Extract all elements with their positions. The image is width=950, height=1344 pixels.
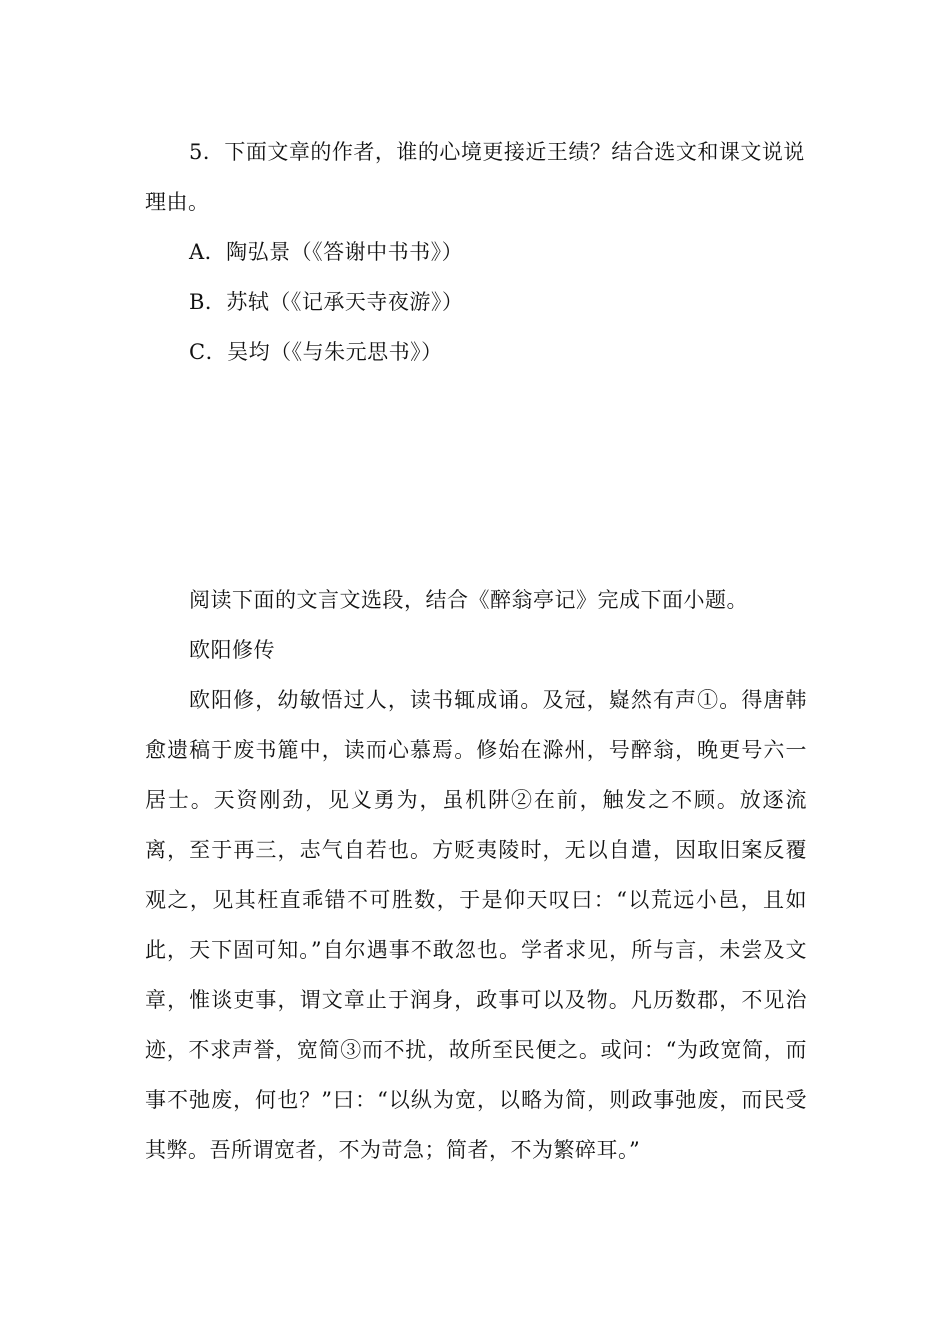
question-5 xyxy=(145,127,807,377)
question-text: 5．下面文章的作者，谁的心境更接近王绩？结合选文和课文说说理由。 xyxy=(145,140,805,214)
reading-passage xyxy=(145,575,807,1175)
passage-title: 欧阳修传 xyxy=(189,638,275,662)
passage-instruction: 阅读下面的文言文选段，结合《醉翁亭记》完成下面小题。 xyxy=(189,588,748,612)
passage-body: 欧阳修，幼敏悟过人，读书辄成诵。及冠，嶷然有声①。得唐韩愈遗稿于废书簏中，读而心慕焉。修始在滁州，号醉翁，晚更号六一居士。天资刚劲，见义勇为，虽机阱②在前，触发之不顾。放逐流离，至于再三，志气自若也。方贬夷陵时，无以自遣，因取旧案反覆观之，见其枉直乖错不可胜数，于是仰天叹曰：“以荒远小邑，且如此，天下固可知。”自尔遇事不敢忽也。学者求见，所与言，未尝及文章，惟谈吏事，谓文章止于润身，政事可以及物。凡历数郡，不见治迹，不求声誉，宽简③而不扰，故所至民便之。或问：“为政宽简，而事不弛废，何也？”曰：“以纵为宽，以略为简，则政事弛废，而民受其弊。吾所谓宽者，不为苛急；简者，不为繁碎耳。” xyxy=(145,688,807,1162)
option-b: B．苏轼（《记承天寺夜游》） xyxy=(189,290,464,314)
option-a: A．陶弘景（《答谢中书书》） xyxy=(189,240,464,264)
option-c: C．吴均（《与朱元思书》） xyxy=(189,340,443,364)
